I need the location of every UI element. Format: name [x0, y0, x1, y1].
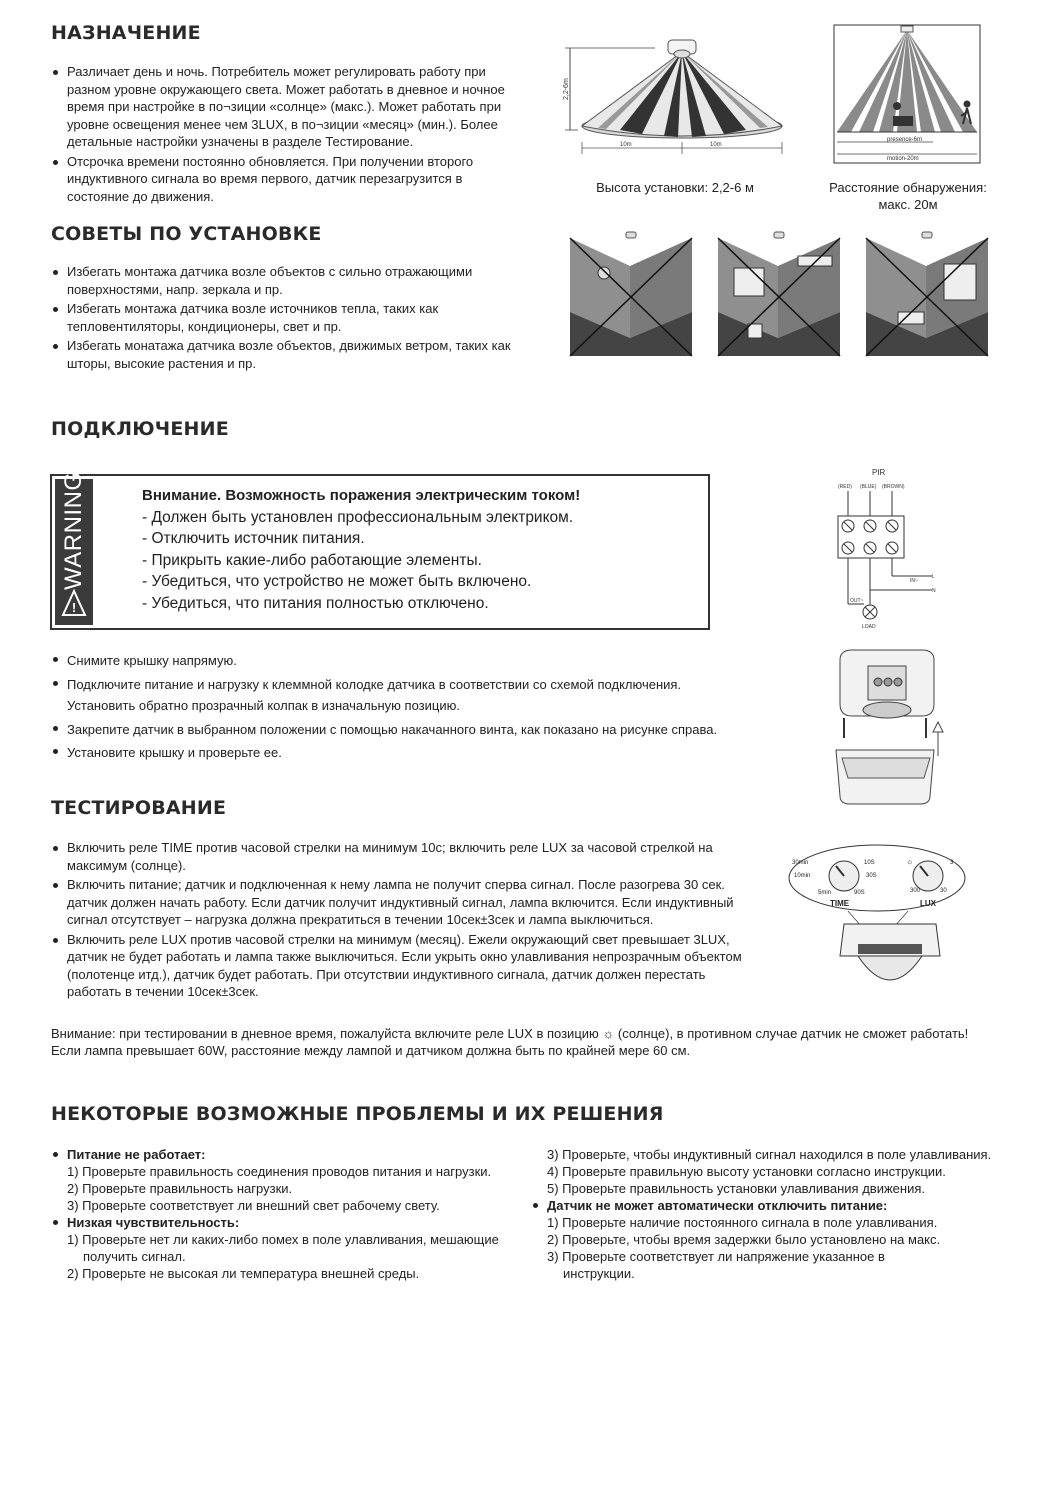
list-item: 2) Проверьте не высокая ли температура внешней среды.: [67, 1266, 420, 1281]
list-item: 5) Проверьте правильность установки улавливания движения.: [547, 1181, 925, 1196]
svg-text:LOAD: LOAD: [862, 624, 876, 630]
svg-text:IN~: IN~: [910, 578, 918, 584]
list-item: Подключите питание и нагрузку к клеммной колодке датчика в соответствии со схемой подключения. Установить обратно прозрачный колпак в изначальную позицию.: [51, 674, 781, 717]
list-item: 2) Проверьте правильность нагрузки.: [67, 1181, 293, 1196]
problem-title: Низкая чувствительность:: [51, 1214, 531, 1231]
svg-text:LUX: LUX: [920, 899, 936, 908]
list-item: 3) Проверьте соответствует ли внешний свет рабочему свету.: [67, 1198, 440, 1213]
testing-list: [51, 839, 763, 1003]
svg-text:5min: 5min: [818, 890, 832, 896]
list-item: 4) Проверьте правильную высоту установки согласно инструкции.: [547, 1164, 946, 1179]
svg-text:!: !: [71, 600, 77, 615]
svg-text:10m: 10m: [620, 142, 632, 148]
svg-text:TIME: TIME: [830, 899, 850, 908]
troubleshooting-heading: НЕКОТОРЫЕ ВОЗМОЖНЫЕ ПРОБЛЕМЫ И ИХ РЕШЕНИЯ: [51, 1103, 664, 1125]
range-caption: Расстояние обнаружения: макс. 20м: [829, 180, 987, 212]
connection-heading: ПОДКЛЮЧЕНИЕ: [51, 418, 229, 440]
warning-sidebar: [55, 471, 93, 625]
list-item: Избегать монтажа датчика возле источников тепла, таких как тепловентиляторы, кондиционеры, свет и пр.: [51, 300, 531, 335]
time-lux-dials-figure: [788, 844, 966, 1000]
list-item: Закрепите датчик в выбранном положении с помощью накачанного винта, как показано на рисунке справа.: [51, 719, 781, 741]
svg-text:motion-20m: motion-20m: [887, 156, 919, 162]
list-item: 2) Проверьте, чтобы время задержки было установлено на макс.: [547, 1232, 941, 1247]
purpose-list: [51, 63, 526, 207]
svg-text:presence-6m: presence-6m: [887, 137, 923, 143]
sensor-mounting-figure: [826, 646, 951, 808]
warning-label: WARNING: [60, 471, 87, 590]
wiring-diagram: [828, 464, 946, 634]
tips-list: [51, 263, 531, 374]
testing-note: Внимание: при тестировании в дневное время, пожалуйста включите реле LUX в позицию ☼ (солнце), в противном случае датчик не сможет работать! Если лампа превышает 60W, расстояние между лампой и датчиком должна быть по крайней мере 60 см.: [51, 1026, 969, 1058]
svg-text:10min: 10min: [794, 873, 811, 879]
detection-range-figure: [833, 24, 981, 164]
connection-steps: [51, 650, 781, 766]
svg-text:L: L: [932, 574, 935, 580]
troubleshooting-col2: [531, 1146, 1031, 1282]
warning-box: [50, 471, 710, 630]
avoid-reflective-figure: [568, 228, 694, 358]
list-item: Включить реле TIME против часовой стрелки на минимум 10с; включить реле LUX за часовой стрелкой на максимум (солнце).: [51, 839, 763, 874]
list-item: 1) Проверьте наличие постоянного сигнала в поле улавливания.: [547, 1215, 938, 1230]
warning-text: Внимание. Возможность поражения электрическим током! - Должен быть установлен профессиональным электриком. - Отключить источник питания. - Прикрыть какие-либо работающие элементы. - Убедиться, что устройство не может быть включено. - Убедиться, что питания полностью отключено.: [142, 487, 581, 612]
svg-text:90S: 90S: [854, 890, 865, 896]
svg-text:3: 3: [950, 860, 954, 866]
svg-text:30: 30: [940, 888, 947, 894]
list-item: Избегать монатажа датчика возле объектов, движимых ветром, таких как шторы, высокие растения и пр.: [51, 337, 531, 372]
list-item: Включить реле LUX против часовой стрелки на минимум (месяц). Ежели окружающий свет превышает 3LUX, датчик не будет работать и лампа также выключиться. Если укрыть окно улавливания непрозрачным объектом (полотенце итд.), датчик будет работать. При отсутствии индуктивного сигнала, датчик должен перестать работать в течении 10сек±3сек.: [51, 931, 763, 1001]
list-item: Различает день и ночь. Потребитель может регулировать работу при разном уровне окружающего света. Может работать в дневное и ночное время при настройке в по¬зиции «солнце» (макс.). Может работать при уровне освещения менее чем 3LUX, в по¬зиции «месяц» (мин.). Более детальные настройки узначены в разделе Тестирование.: [51, 63, 526, 151]
svg-text:10m: 10m: [710, 142, 722, 148]
list-item: 1) Проверьте правильность соединения проводов питания и нагрузки.: [67, 1164, 492, 1179]
list-item: 1) Проверьте нет ли каких-либо помех в поле улавливания, мешающие: [67, 1232, 499, 1247]
svg-text:(BROWN): (BROWN): [882, 484, 905, 490]
problem-title: Питание не работает:: [51, 1146, 531, 1163]
svg-text:☼: ☼: [906, 857, 914, 866]
svg-text:2,2-6m: 2,2-6m: [563, 78, 570, 100]
svg-text:(RED): (RED): [838, 484, 852, 490]
list-item: Отсрочка времени постоянно обновляется. При получении второго индуктивного сигнала во время первого, датчик перезагрузится в состояние до движения.: [51, 153, 526, 206]
list-item: Включить питание; датчик и подключенная к нему лампа не получит сперва сигнал. После разогрева 30 сек. датчик должен начать работу. Если датчик получит индуктивный сигнал, лампа включится. Если индуктивный сигнал отсутствует – нагрузка должна прекратиться в течении 10сек±3сек и лампа выключиться.: [51, 876, 763, 929]
testing-heading: ТЕСТИРОВАНИЕ: [51, 797, 227, 819]
svg-text:30S: 30S: [866, 873, 877, 879]
svg-text:OUT~: OUT~: [850, 598, 864, 604]
svg-text:PIR: PIR: [872, 468, 886, 477]
avoid-wind-figure: [864, 228, 990, 358]
list-item: 3) Проверьте, чтобы индуктивный сигнал находился в поле улавливания.: [547, 1147, 992, 1162]
svg-text:300: 300: [910, 888, 921, 894]
list-item: инструкции.: [563, 1266, 635, 1281]
troubleshooting-col1: [51, 1146, 531, 1282]
svg-text:30min: 30min: [792, 860, 809, 866]
purpose-heading: НАЗНАЧЕНИЕ: [51, 22, 201, 44]
tips-heading: СОВЕТЫ ПО УСТАНОВКЕ: [51, 223, 322, 245]
height-caption: Высота установки: 2,2-6 м: [596, 180, 754, 195]
list-item: Установите крышку и проверьте ее.: [51, 742, 781, 764]
svg-text:(BLUE): (BLUE): [860, 484, 877, 490]
list-item: получить сигнал.: [83, 1249, 186, 1264]
problem-title: Датчик не может автоматически отключить питание:: [531, 1197, 1031, 1214]
list-item: Избегать монтажа датчика возле объектов с сильно отражающими поверхностями, напр. зеркала и пр.: [51, 263, 531, 298]
svg-text:10S: 10S: [864, 860, 875, 866]
avoid-heat-figure: [716, 228, 842, 358]
installation-height-figure: [560, 30, 795, 160]
list-item: Снимите крышку напрямую.: [51, 650, 781, 672]
svg-text:N: N: [932, 588, 936, 594]
list-item: 3) Проверьте соответствует ли напряжение указанное в: [547, 1249, 885, 1264]
